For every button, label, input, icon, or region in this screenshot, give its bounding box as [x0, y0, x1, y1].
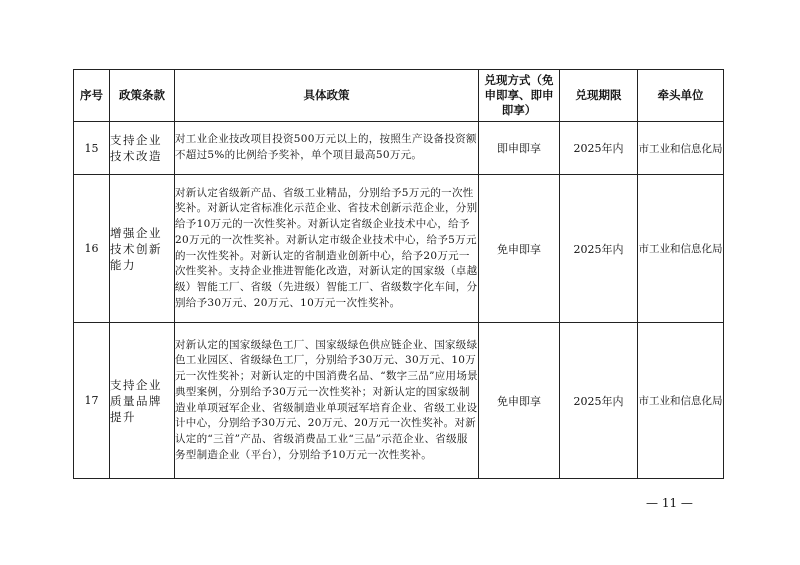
row-no: 16 [74, 175, 110, 323]
row-unit: 市工业和信息化局 [638, 122, 724, 175]
header-no: 序号 [74, 70, 110, 122]
table-row [74, 323, 724, 479]
row-clause: 支持企业技术改造 [110, 122, 175, 175]
table-row [74, 175, 724, 323]
table-header-row [74, 70, 724, 122]
row-method: 免申即享 [479, 323, 560, 479]
row-unit: 市工业和信息化局 [638, 175, 724, 323]
table-row [74, 122, 724, 175]
row-deadline: 2025年内 [560, 122, 638, 175]
header-clause: 政策条款 [110, 70, 175, 122]
row-unit: 市工业和信息化局 [638, 323, 724, 479]
policy-table [73, 69, 724, 479]
header-policy: 具体政策 [175, 70, 479, 122]
row-policy: 对工业企业技改项目投资500万元以上的，按照生产设备投资额不超过5%的比例给予奖补，单个项目最高50万元。 [175, 122, 479, 175]
row-method: 免申即享 [479, 175, 560, 323]
row-deadline: 2025年内 [560, 323, 638, 479]
page-number: — 11 — [646, 496, 693, 510]
row-method: 即申即享 [479, 122, 560, 175]
row-no: 17 [74, 323, 110, 479]
row-policy: 对新认定省级新产品、省级工业精品，分别给予5万元的一次性奖补。对新认定省标准化示范企业、省技术创新示范企业，分别给予10万元的一次性奖补。对新认定省级企业技术中心，给予20万元的一次性奖补。对新认定市级企业技术中心，给予5万元的一次性奖补。对新认定的省制造业创新中心，给予20万元一次性奖补。支持企业推进智能化改造，对新认定的国家级（卓越级）智能工厂、省级（先进级）智能工厂、省级数字化车间，分别给予30万元、20万元、10万元一次性奖补。 [175, 175, 479, 323]
row-deadline: 2025年内 [560, 175, 638, 323]
header-deadline: 兑现期限 [560, 70, 638, 122]
row-clause: 增强企业技术创新能力 [110, 175, 175, 323]
row-clause: 支持企业质量品牌提升 [110, 323, 175, 479]
row-policy: 对新认定的国家级绿色工厂、国家级绿色供应链企业、国家级绿色工业园区、省级绿色工厂，分别给予30万元、30万元、10万元一次性奖补；对新认定的中国消费名品、“数字三品”应用场景典型案例，分别给予30万元一次性奖补；对新认定的国家级制造业单项冠军企业、省级制造业单项冠军培育企业、省级工业设计中心，分别给予30万元、20万元、20万元一次性奖补。对新认定的“三首”产品、省级消费品工业“三品”示范企业、省级服务型制造企业（平台），分别给予10万元一次性奖补。 [175, 323, 479, 479]
row-no: 15 [74, 122, 110, 175]
header-method: 兑现方式（免申即享、即申即享） [479, 70, 560, 122]
header-unit: 牵头单位 [638, 70, 724, 122]
